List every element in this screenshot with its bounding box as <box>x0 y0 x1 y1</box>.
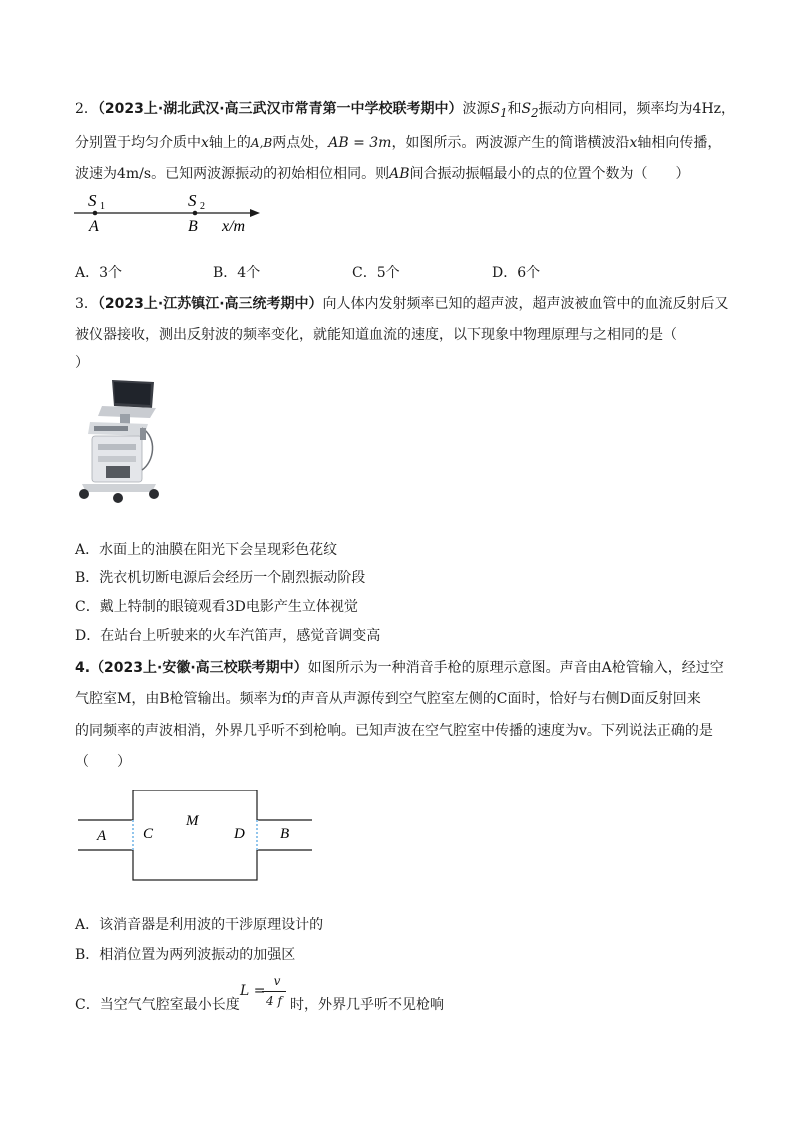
q2-number: 2． <box>75 101 98 117</box>
q4-option-b: B．相消位置为两列波振动的加强区 <box>75 947 296 963</box>
source-s1-label: S <box>88 191 97 210</box>
q2-axis-figure <box>70 186 270 238</box>
q4-option-c <box>75 994 240 1014</box>
source-s1-subscript: 1 <box>100 201 105 212</box>
q4-source: （2023上·安徽·高三校联考期中） <box>90 660 308 676</box>
q3-option-a: A．水面上的油膜在阳光下会呈现彩色花纹 <box>75 542 338 558</box>
fraction-bar <box>262 991 286 992</box>
q4-line1 <box>75 657 724 677</box>
q3-option-c: C．戴上特制的眼镜观看3D电影产生立体视觉 <box>75 599 358 615</box>
wheel <box>113 493 123 503</box>
formula-denominator: 4 f <box>266 994 282 1008</box>
q2-text: 。已知两波源振动的初始相位相同。则 <box>151 166 390 182</box>
wheel <box>149 489 159 499</box>
q2-var-s1-sub: 1 <box>500 105 508 120</box>
q4-option-c-suffix: 时，外界几乎听不见枪响 <box>290 997 444 1013</box>
point-b-dot <box>193 211 198 216</box>
point-b-label: B <box>188 218 198 235</box>
formula-numerator: v <box>273 974 281 988</box>
q2-var-s2: S <box>521 101 532 117</box>
q2-text: 间合振动振幅最小的点的位置个数为（ ） <box>409 166 690 182</box>
source-s2-subscript: 2 <box>200 201 205 212</box>
point-a-dot <box>93 211 98 216</box>
q2-line3 <box>75 163 690 183</box>
label-a: A <box>97 828 107 844</box>
q2-option-b: B．4个 <box>213 265 261 281</box>
q2-text: 轴相向传播， <box>637 135 722 151</box>
q4-line4: （ ） <box>75 754 131 770</box>
q2-var-ab: AB <box>389 166 410 182</box>
wheel <box>79 489 89 499</box>
q2-text: ，如图所示。两波源产生的简谐横波沿 <box>391 135 630 151</box>
q3-option-d: D．在站台上听驶来的火车汽笛声，感觉音调变高 <box>75 628 381 644</box>
label-d: D <box>234 826 245 842</box>
q2-option-c: C．5个 <box>352 265 400 281</box>
q3-option-b: B．洗衣机切断电源后会经历一个剧烈振动阶段 <box>75 570 366 586</box>
label-c: C <box>143 826 154 842</box>
q4-number: 4. <box>75 660 91 676</box>
axis-unit-label: x/m <box>222 218 246 235</box>
q3-text: 向人体内发射频率已知的超声波，超声波被血管中的血流反射后又 <box>322 296 729 312</box>
point-a-label: A <box>89 218 99 235</box>
q2-text: 和 <box>507 101 522 117</box>
q2-option-a: A．3个 <box>75 265 123 281</box>
q2-line1 <box>75 98 735 120</box>
q4-option-a: A．该消音器是利用波的干涉原理设计的 <box>75 917 324 933</box>
q2-var-s1: S <box>490 101 501 117</box>
q3-line3: ） <box>75 355 89 371</box>
q2-var-x: x <box>201 135 209 151</box>
q2-text: 振动方向相同，频率均为4Hz， <box>538 101 736 117</box>
q2-var-x: x <box>629 135 638 151</box>
q3-number: 3． <box>75 296 98 312</box>
q2-source: （2023上·湖北武汉·高三武汉市常青第一中学校联考期中） <box>97 101 463 117</box>
q4-line2: 气腔室M，由B枪管输出。频率为f的声音从声源传到空气腔室左侧的C面时，恰好与右侧D面反射回来 <box>75 691 701 707</box>
q2-option-d: D．6个 <box>492 265 541 281</box>
q2-text: 分别置于均匀介质中 <box>75 135 201 151</box>
silencer-diagram <box>78 790 318 886</box>
label-b: B <box>280 826 290 842</box>
x-axis-arrow-icon <box>250 209 260 217</box>
formula-lhs: L = <box>240 983 266 999</box>
label-m: M <box>186 813 199 829</box>
q2-var-s2-sub: 2 <box>531 105 539 120</box>
q2-text: 两点处， <box>272 135 329 151</box>
q2-text: 波速为 <box>75 166 117 182</box>
q2-text: 轴上的 <box>208 135 251 151</box>
source-s2-label: S <box>188 191 197 210</box>
q4-line3: 的同频率的声波相消，外界几乎听不到枪响。已知声波在空气腔室中传播的速度为v。下列说法正确的是 <box>75 723 713 739</box>
q2-text: 波源 <box>462 101 491 117</box>
q4-text: 如图所示为一种消音手枪的原理示意图。声音由A枪管输入，经过空 <box>307 660 724 676</box>
q3-source: （2023上·江苏镇江·高三统考期中） <box>97 296 323 312</box>
q2-var-ab: A,B <box>250 136 273 150</box>
q2-speed: 4m/s <box>117 166 152 182</box>
q3-line1 <box>75 293 729 313</box>
q4-option-c-prefix: C．当空气气腔室最小长度 <box>75 997 240 1013</box>
q3-line2: 被仪器接收，测出反射波的频率变化，就能知道血流的速度，以下现象中物理原理与之相同的是（ <box>75 327 677 343</box>
q2-line2 <box>75 132 721 152</box>
q2-equation: AB = 3m <box>328 135 392 151</box>
ultrasound-machine-image <box>72 378 164 508</box>
